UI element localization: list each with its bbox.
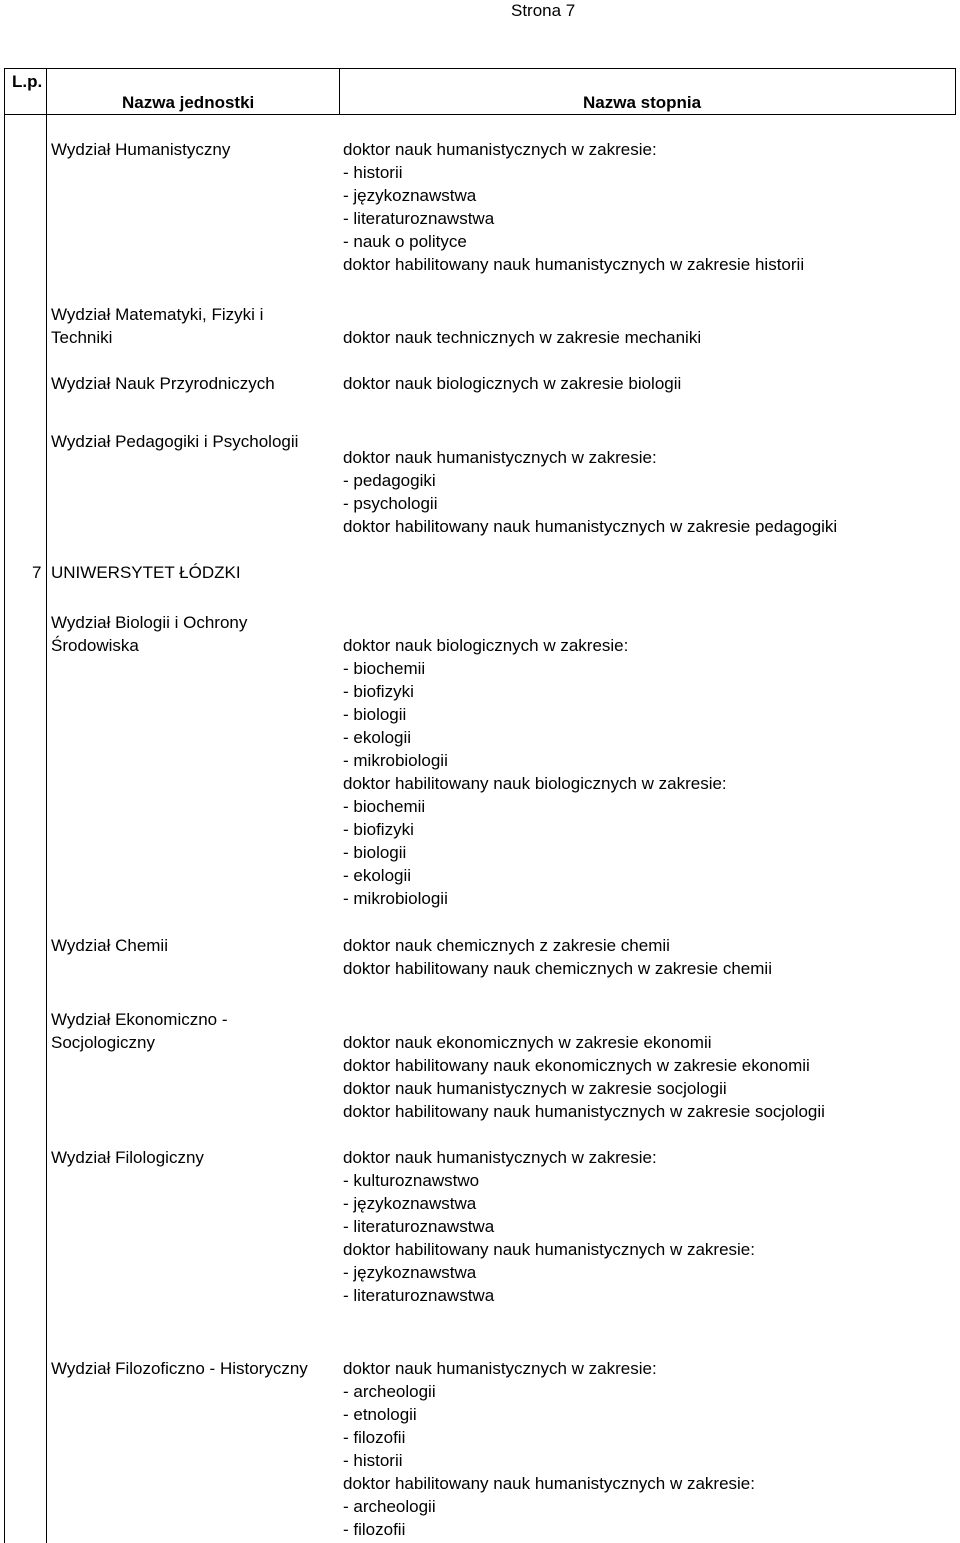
degree-line: doktor nauk humanistycznych w zakresie socjologii (343, 1079, 727, 1098)
degree-line: doktor nauk humanistycznych w zakresie: (343, 1148, 657, 1167)
degree-line: doktor habilitowany nauk chemicznych w zakresie chemii (343, 959, 772, 978)
university-name: UNIWERSYTET ŁÓDZKI (51, 563, 241, 582)
degree-line: - mikrobiologii (343, 751, 448, 770)
degree-line: - literaturoznawstwa (343, 1217, 495, 1236)
unit-name: Wydział Filologiczny (51, 1148, 204, 1167)
header-degree-name: Nazwa stopnia (583, 93, 702, 112)
degree-line: doktor habilitowany nauk humanistycznych w zakresie: (343, 1474, 755, 1493)
table-right-border (955, 68, 956, 115)
degree-line: - biologii (343, 705, 407, 724)
unit-name: Wydział Nauk Przyrodniczych (51, 374, 275, 393)
header-unit-name: Nazwa jednostki (122, 93, 255, 112)
unit-column-divider (339, 68, 340, 115)
unit-name: Środowiska (51, 636, 139, 655)
degree-line: doktor nauk biologicznych w zakresie: (343, 636, 629, 655)
degree-line: doktor nauk humanistycznych w zakresie: (343, 1359, 657, 1378)
degree-line: - archeologii (343, 1497, 436, 1516)
degree-line: - historii (343, 1451, 403, 1470)
degree-line: doktor nauk humanistycznych w zakresie: (343, 448, 657, 467)
header-lp: L.p. (12, 72, 43, 91)
degree-line: - etnologii (343, 1405, 417, 1424)
degree-line: doktor habilitowany nauk biologicznych w zakresie: (343, 774, 727, 793)
degree-line: - psychologii (343, 494, 438, 513)
degree-line: doktor habilitowany nauk humanistycznych w zakresie pedagogiki (343, 517, 838, 536)
degree-line: doktor nauk technicznych w zakresie mechaniki (343, 328, 702, 347)
degree-line: doktor habilitowany nauk humanistycznych w zakresie socjologii (343, 1102, 825, 1121)
unit-name: Wydział Filozoficzno - Historyczny (51, 1359, 308, 1378)
row-number: 7 (32, 563, 42, 582)
degree-line: - biologii (343, 843, 407, 862)
unit-name: Wydział Chemii (51, 936, 168, 955)
degree-line: doktor nauk chemicznych z zakresie chemii (343, 936, 670, 955)
degree-line: - archeologii (343, 1382, 436, 1401)
degree-line: - biochemii (343, 797, 426, 816)
table-top-border (4, 68, 956, 69)
unit-name: Socjologiczny (51, 1033, 155, 1052)
degree-line: doktor nauk humanistycznych w zakresie: (343, 140, 657, 159)
unit-name: Wydział Ekonomiczno - (51, 1010, 228, 1029)
degree-line: doktor habilitowany nauk humanistycznych w zakresie: (343, 1240, 755, 1259)
table-left-border (4, 68, 5, 1543)
degree-line: - filozofii (343, 1520, 406, 1539)
degree-line: - ekologii (343, 728, 412, 747)
unit-name: Wydział Pedagogiki i Psychologii (51, 432, 299, 451)
unit-name: Techniki (51, 328, 113, 347)
degree-line: - biofizyki (343, 682, 414, 701)
degree-line: - ekologii (343, 866, 412, 885)
degree-line: - językoznawstwa (343, 1263, 477, 1282)
unit-name: Wydział Matematyki, Fizyki i (51, 305, 264, 324)
degree-line: - biochemii (343, 659, 426, 678)
degree-line: - językoznawstwa (343, 1194, 477, 1213)
degree-line: doktor nauk biologicznych w zakresie biologii (343, 374, 682, 393)
unit-name: Wydział Biologii i Ochrony (51, 613, 248, 632)
degree-line: doktor habilitowany nauk ekonomicznych w zakresie ekonomii (343, 1056, 810, 1075)
degree-line: - biofizyki (343, 820, 414, 839)
unit-name: Wydział Humanistyczny (51, 140, 231, 159)
degree-line: - historii (343, 163, 403, 182)
degree-line: - językoznawstwa (343, 186, 477, 205)
degree-line: - literaturoznawstwa (343, 1286, 495, 1305)
degree-line: - literaturoznawstwa (343, 209, 495, 228)
degree-line: - filozofii (343, 1428, 406, 1447)
page-header: Strona 7 (511, 1, 576, 20)
degree-line: doktor habilitowany nauk humanistycznych w zakresie historii (343, 255, 805, 274)
lp-column-divider (46, 68, 47, 1543)
degree-line: - kulturoznawstwo (343, 1171, 480, 1190)
degree-line: - pedagogiki (343, 471, 436, 490)
degree-line: - nauk o polityce (343, 232, 467, 251)
degree-line: doktor nauk ekonomicznych w zakresie ekonomii (343, 1033, 712, 1052)
header-bottom-border (4, 114, 956, 115)
degree-line: - mikrobiologii (343, 889, 448, 908)
